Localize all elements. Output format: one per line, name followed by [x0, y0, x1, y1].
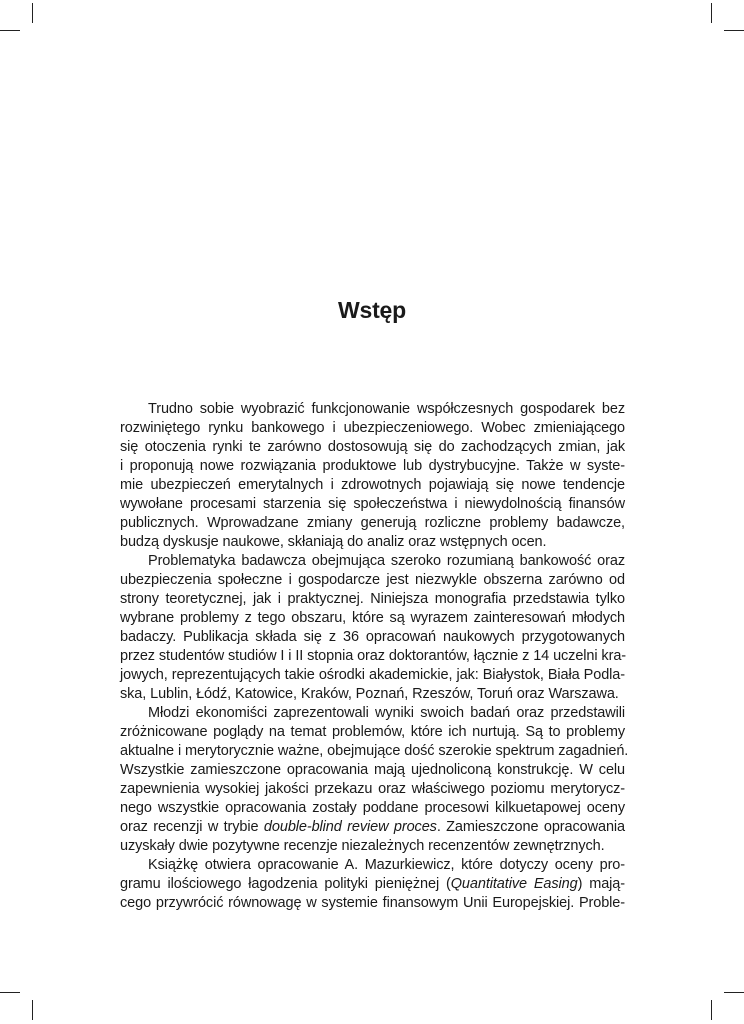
crop-mark	[32, 1000, 33, 1020]
text-line: strony teoretycznej, jak i praktycznej. Niniejsza monografia przedstawia tylko	[120, 591, 625, 607]
crop-mark	[711, 1000, 712, 1020]
text-line: wywołane procesami starzenia się społeczeństwa i niewydolnością finansów	[120, 496, 625, 512]
text-line: zróżnicowane poglądy na temat problemów, które ich nurtują. Są to problemy	[120, 724, 625, 740]
italic-term: double-blind review proces	[263, 819, 437, 835]
italic-term: Quantitative Easing	[450, 876, 578, 892]
text-line: i proponują nowe rozwiązania produktowe lub dystrybucyjne. Także w syste-	[120, 458, 625, 474]
crop-mark	[0, 30, 20, 31]
text-line: Książkę otwiera opracowanie A. Mazurkiewicz, które dotyczy oceny pro-	[148, 857, 625, 873]
text-line: cego przywrócić równowagę w systemie finansowym Unii Europejskiej. Proble-	[120, 895, 625, 911]
text-run: oraz recenzji w trybie	[120, 819, 264, 835]
text-line: uzyskały dwie pozytywne recenzje niezależnych recenzentów zewnętrznych.	[120, 838, 605, 854]
text-line: budzą dyskusje naukowe, skłaniają do analiz oraz wstępnych ocen.	[120, 534, 547, 550]
text-line: zapewnienia wysokiej jakości przekazu oraz właściwego poziomu merytorycz-	[120, 781, 625, 797]
text-line: mie ubezpieczeń emerytalnych i zdrowotnych pojawiają się nowe tendencje	[120, 477, 625, 493]
text-line: aktualne i merytorycznie ważne, obejmujące dość szerokie spektrum zagadnień.	[120, 743, 629, 759]
text-line: rozwiniętego rynku bankowego i ubezpieczeniowego. Wobec zmieniającego	[120, 420, 625, 436]
text-line: ska, Lublin, Łódź, Katowice, Kraków, Poznań, Rzeszów, Toruń oraz Warszawa.	[120, 686, 619, 702]
text-line: ubezpieczenia społeczne i gospodarcze jest niezwykle obszerna zarówno od	[120, 572, 625, 588]
text-line	[120, 875, 625, 894]
text-line	[120, 818, 625, 837]
text-line: nego wszystkie opracowania zostały poddane procesowi kilkuetapowej oceny	[120, 800, 625, 816]
crop-mark	[711, 3, 712, 23]
text-run: . Zamieszczone opracowania	[436, 819, 625, 835]
body-text	[120, 400, 629, 913]
text-line: Młodzi ekonomiści zaprezentowali wyniki swoich badań oraz przedstawili	[148, 705, 625, 721]
text-run: gramu ilościowego łagodzenia polityki pieniężnej (	[120, 876, 451, 892]
page-title: Wstęp	[337, 297, 406, 323]
text-line: jowych, reprezentujących takie ośrodki akademickie, jak: Białystok, Biała Podla-	[120, 667, 625, 683]
text-line: się otoczenia rynki te zarówno dostosowują się do zachodzących zmian, jak	[120, 439, 625, 455]
text-line: Trudno sobie wyobrazić funkcjonowanie współczesnych gospodarek bez	[148, 401, 625, 417]
crop-mark	[724, 30, 744, 31]
text-run: ) mają-	[577, 876, 625, 892]
text-line: Problematyka badawcza obejmująca szeroko rozumianą bankowość oraz	[148, 553, 625, 569]
text-line: wybrane problemy z tego obszaru, które są wyrazem zainteresowań młodych	[120, 610, 625, 626]
text-line: Wszystkie zamieszczone opracowania mają ujednoliconą konstrukcję. W celu	[120, 762, 625, 778]
text-line: przez studentów studiów I i II stopnia oraz doktorantów, łącznie z 14 uczelni kra-	[120, 648, 627, 664]
crop-mark	[724, 992, 744, 993]
text-line: badaczy. Publikacja składa się z 36 opracowań naukowych przygotowanych	[120, 629, 625, 645]
crop-mark	[32, 3, 33, 23]
text-line: publicznych. Wprowadzane zmiany generują rozliczne problemy badawcze,	[120, 515, 625, 531]
crop-mark	[0, 992, 20, 993]
